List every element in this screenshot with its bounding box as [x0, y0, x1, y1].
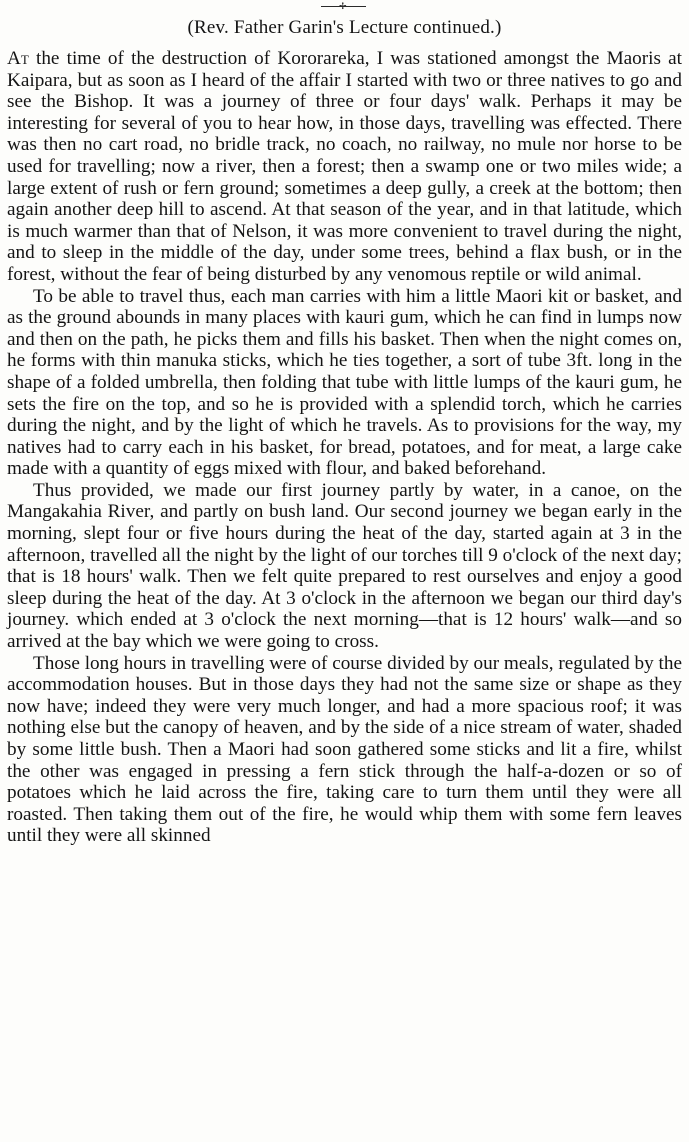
paragraph-3: Thus provided, we made our first journey partly by water, in a canoe, on the Mangakahia River, and partly on bush land. Our second journey we began early in the morning, slept four or five hours during the heat of the day, started again at 3 in the afternoon, travelled all the night by the light of our torches till 9 o'clock of the next day; that is 18 hours' walk. Then we felt quite prepared to rest ourselves and enjoy a good sleep during the heat of the day. At 3 o'clock in the afternoon we began our third day's journey. which ended at 3 o'clock the next morning—that is 12 hours' walk—and so arrived at the bay which we were going to cross. — [7, 479, 682, 653]
article-title: (Rev. Father Garin's Lecture continued.) — [187, 17, 502, 38]
divider-ornament: ✢ — [339, 1, 347, 11]
paragraph-2: To be able to travel thus, each man carries with him a little Maori kit or basket, and as the ground abounds in many places with kauri gum, which he can find in lumps now and then on the path, he picks them and fills his basket. Then when the night comes on, he forms with thin manuka sticks, which he ties together, a sort of tube 3ft. long in the shape of a folded umbrella, then folding that tube with little lumps of the kauri gum, he sets the fire on the top, and so he is provided with a splendid torch, which he carries during the night, and by the light of which he travels. As to provisions for the way, my natives had to carry each in his basket, for bread, potatoes, and for meat, a large cake made with a quantity of eggs mixed with flour, and baked beforehand. — [7, 285, 682, 480]
paragraph-lead-word: At — [7, 48, 29, 69]
paragraph-4: Those long hours in travelling were of course divided by our meals, regulated by the accommodation houses. But in those days they had not the same size or shape as they now have; indeed they were very much longer, and had a more spacious roof; it was nothing else but the canopy of heaven, and by the side of a nice stream of water, shaded by some little bush. Then a Maori had soon gathered some sticks and lit a fire, whilst the other was engaged in pressing a fern stick through the half-a-dozen or so of potatoes which he laid across the fire, taking care to turn them until they were all roasted. Then taking them out of the fire, he would whip them with some fern leaves until they were all skinned — [7, 652, 682, 847]
paragraph-1-text: the time of the destruction of Kororareka, I was stationed amongst the Maoris at Kaipara, but as soon as I heard of the affair I started with two or three natives to go and see the Bishop. It was a journey of three or four days' walk. Perhaps it may be interesting for several of you to hear how, in those days, travelling was effected. There was then no cart road, no bridle track, no coach, no railway, no mule nor horse to be used for travelling; now a river, then a forest; then a swamp one or two miles wide; a large extent of rush or fern ground; sometimes a deep gully, a creek at the bottom; then again another deep hill to ascend. At that season of the year, and in that latitude, which is much warmer than that of Nelson, it was more convenient to travel during the night, and to sleep in the middle of the day, under some trees, behind a flax bush, or in the forest, without the fear of being disturbed by any venomous reptile or wild animal. — [7, 48, 682, 285]
paragraph-1 — [7, 48, 682, 286]
article-body — [7, 48, 682, 847]
header-divider — [321, 1, 366, 11]
